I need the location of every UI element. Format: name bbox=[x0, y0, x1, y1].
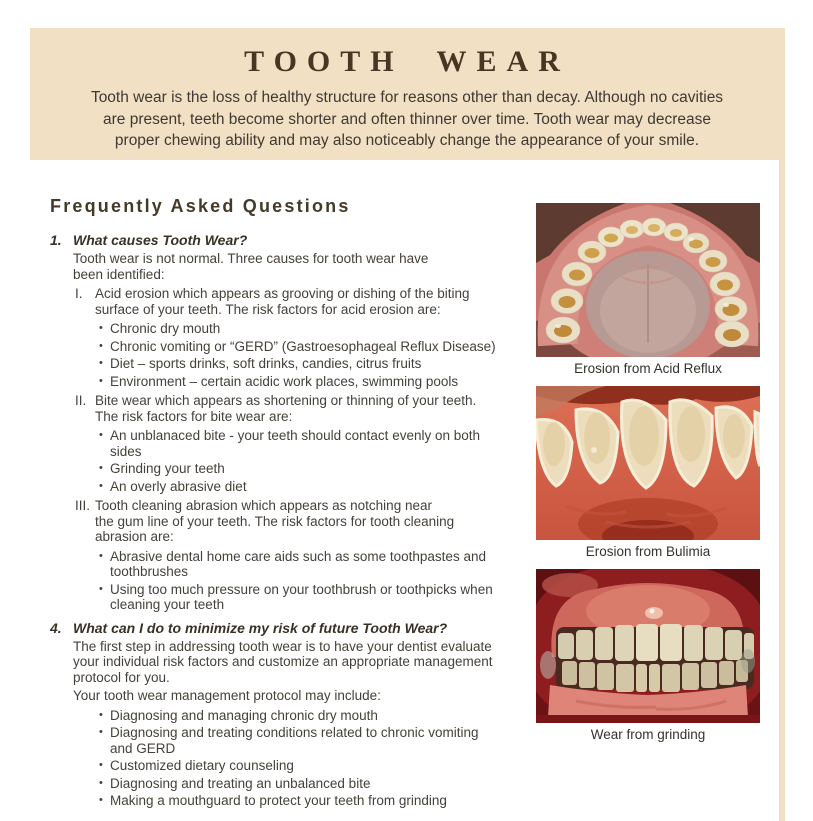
question-4 bbox=[50, 620, 532, 636]
cause-text bbox=[95, 498, 454, 545]
cause-line: Acid erosion which appears as grooving or dishing of the biting bbox=[95, 286, 470, 301]
figure-wear-grinding bbox=[536, 569, 760, 743]
figure-caption: Erosion from Bulimia bbox=[585, 544, 711, 559]
bullet-item bbox=[98, 356, 532, 372]
bullet-line: • Using too much pressure on your toothbrush or toothpicks when bbox=[110, 581, 493, 597]
bullet-line: • Abrasive dental home care aids such as some toothpastes and bbox=[110, 548, 486, 564]
bullet-line: • An unblanaced bite - your teeth should contact evenly on both bbox=[110, 428, 481, 443]
figure-erosion-acid-reflux bbox=[536, 203, 760, 377]
bullet-line: • Chronic dry mouth bbox=[110, 321, 221, 336]
bullet-line: • Diet – sports drinks, soft drinks, candies, citrus fruits bbox=[110, 356, 422, 371]
question-1 bbox=[50, 232, 532, 248]
bullet-item bbox=[98, 758, 532, 774]
paragraph-line: protocol for you. bbox=[73, 669, 170, 685]
cause-text bbox=[95, 393, 476, 424]
bullet-line: • Diagnosing and managing chronic dry mouth bbox=[110, 707, 378, 723]
header-banner bbox=[30, 28, 784, 160]
cause-line: surface of your teeth. The risk factors for acid erosion are: bbox=[95, 301, 441, 317]
figure-column bbox=[536, 203, 760, 743]
question-text: What can I do to minimize my risk of future Tooth Wear? bbox=[73, 619, 448, 636]
figure-erosion-bulimia bbox=[536, 386, 760, 560]
cause-line: the gum line of your teeth. The risk factors for tooth cleaning bbox=[95, 513, 455, 529]
intro-line: are present, teeth become shorter and often thinner over time. Tooth wear may decrease bbox=[103, 110, 711, 128]
bullet-line: • Diagnosing and treating an unbalanced bite bbox=[110, 775, 371, 791]
cause-item-bite-wear bbox=[75, 393, 532, 424]
paragraph-line: your individual risk factors and customize an appropriate management bbox=[73, 654, 493, 669]
bullet-line: • Environment – certain acidic work places, swimming pools bbox=[110, 373, 459, 389]
acid-reflux-photo bbox=[536, 203, 760, 357]
intro-line: proper chewing ability and may also noticeably change the appearance of your smile. bbox=[114, 132, 700, 149]
roman-numeral: III. bbox=[75, 498, 91, 513]
intro-line: Tooth wear is the loss of healthy structure for reasons other than decay. Although no cavities bbox=[90, 89, 724, 106]
grinding-photo bbox=[536, 569, 760, 723]
bullet-line: and GERD bbox=[110, 740, 176, 756]
question-text: What causes Tooth Wear? bbox=[73, 232, 248, 248]
bullet-line: • Chronic vomiting or “GERD” (Gastroesophageal Reflux Disease) bbox=[110, 338, 496, 354]
bullet-item bbox=[98, 339, 532, 355]
bullet-line: cleaning your teeth bbox=[110, 597, 225, 612]
management-protocol-list bbox=[98, 708, 532, 809]
risk-factor-list bbox=[98, 428, 532, 494]
bullet-item bbox=[98, 461, 532, 477]
bulimia-photo bbox=[536, 386, 760, 540]
bullet-item bbox=[98, 374, 532, 390]
risk-factor-list bbox=[98, 321, 532, 389]
bullet-item bbox=[98, 479, 532, 495]
roman-numeral: II. bbox=[75, 393, 87, 408]
bullet-item bbox=[98, 321, 532, 337]
question-number: 1. bbox=[50, 232, 62, 248]
intro-paragraph bbox=[30, 87, 784, 152]
cause-item-cleaning-abrasion bbox=[75, 498, 532, 545]
cause-line: abrasion are: bbox=[95, 529, 174, 544]
cause-line: The risk factors for bite wear are: bbox=[95, 408, 293, 424]
bullet-item bbox=[98, 776, 532, 792]
faq-heading: Frequently Asked Questions bbox=[50, 196, 351, 216]
question-4-paragraph-2 bbox=[73, 688, 532, 704]
bullet-line: sides bbox=[110, 443, 142, 459]
bullet-line: • Diagnosing and treating conditions related to chronic vomiting bbox=[110, 725, 479, 740]
cause-text bbox=[95, 286, 469, 317]
bullet-item bbox=[98, 725, 532, 756]
paragraph-line: Tooth wear is not normal. Three causes for tooth wear have bbox=[73, 251, 429, 266]
roman-numeral: I. bbox=[75, 286, 83, 301]
question-number: 4. bbox=[50, 619, 62, 636]
bullet-item bbox=[98, 793, 532, 809]
question-4-paragraph bbox=[73, 639, 532, 686]
paragraph-line: The first step in addressing tooth wear is to have your dentist evaluate bbox=[73, 638, 492, 654]
cause-item-acid-erosion bbox=[75, 286, 532, 317]
bullet-line: • Making a mouthguard to protect your teeth from grinding bbox=[110, 793, 447, 808]
cause-line: Bite wear which appears as shortening or thinning of your teeth. bbox=[95, 393, 477, 408]
figure-caption: Wear from grinding bbox=[590, 727, 706, 742]
cause-line: Tooth cleaning abrasion which appears as notching near bbox=[95, 498, 432, 513]
bullet-line: • An overly abrasive diet bbox=[110, 478, 247, 494]
question-1-intro bbox=[73, 251, 532, 282]
paragraph-line: been identified: bbox=[73, 266, 165, 282]
bullet-item bbox=[98, 549, 532, 580]
bullet-line: toothbrushes bbox=[110, 564, 189, 579]
paragraph-line: Your tooth wear management protocol may include: bbox=[73, 688, 381, 703]
bullet-line: • Customized dietary counseling bbox=[110, 758, 294, 773]
page-title: TOOTH WEAR bbox=[244, 45, 570, 78]
bullet-item bbox=[98, 582, 532, 613]
risk-factor-list bbox=[98, 549, 532, 613]
faq-section bbox=[50, 196, 532, 813]
bullet-item bbox=[98, 428, 532, 459]
figure-caption: Erosion from Acid Reflux bbox=[574, 361, 722, 376]
bullet-line: • Grinding your teeth bbox=[110, 461, 225, 476]
bullet-item bbox=[98, 708, 532, 724]
